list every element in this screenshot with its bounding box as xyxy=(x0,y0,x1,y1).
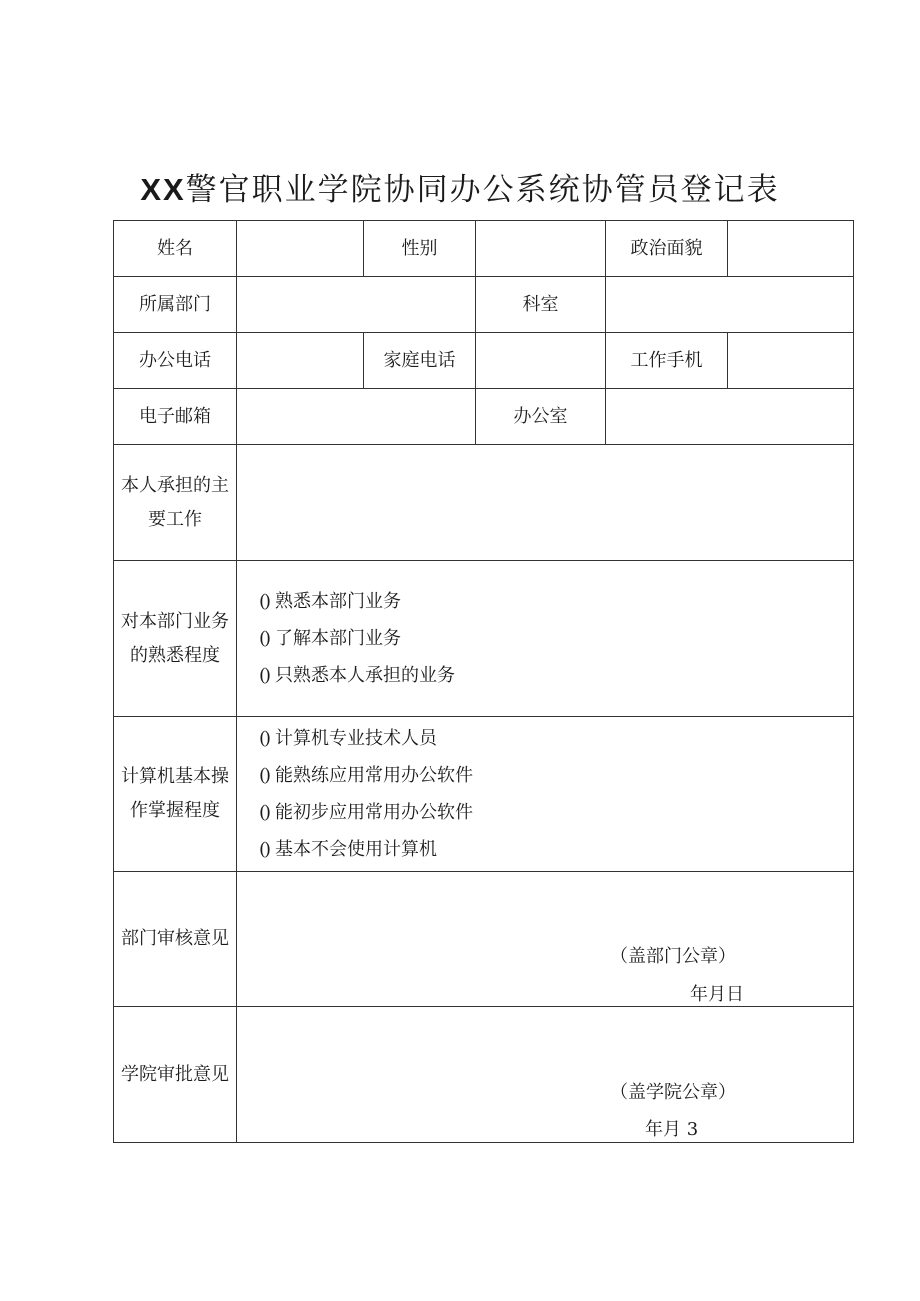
home-phone-label: 家庭电话 xyxy=(364,333,476,389)
option-checkbox[interactable]: () xyxy=(259,665,270,686)
option-checkbox[interactable]: () xyxy=(259,628,270,649)
option-label: 了解本部门业务 xyxy=(275,628,401,649)
section-field[interactable] xyxy=(606,277,854,333)
gender-field[interactable] xyxy=(476,221,606,277)
main-work-label: 本人承担的主要工作 xyxy=(114,445,237,561)
email-field[interactable] xyxy=(237,389,476,445)
name-label: 姓名 xyxy=(114,221,237,277)
familiarity-option-2[interactable] xyxy=(259,620,853,657)
familiarity-options xyxy=(237,561,854,717)
option-checkbox[interactable]: () xyxy=(259,802,270,823)
office-label: 办公室 xyxy=(476,389,606,445)
department-label: 所属部门 xyxy=(114,277,237,333)
option-checkbox[interactable]: () xyxy=(259,728,270,749)
row-main-work xyxy=(114,445,854,561)
computer-option-2[interactable] xyxy=(259,757,853,794)
registration-form xyxy=(113,220,854,1143)
row-dept-review xyxy=(114,872,854,1007)
political-status-field[interactable] xyxy=(728,221,854,277)
office-phone-label: 办公电话 xyxy=(114,333,237,389)
name-field[interactable] xyxy=(237,221,364,277)
row-email xyxy=(114,389,854,445)
political-status-label: 政治面貌 xyxy=(606,221,728,277)
main-work-field[interactable] xyxy=(237,445,854,561)
computer-option-3[interactable] xyxy=(259,794,853,831)
dept-review-label: 部门审核意见 xyxy=(114,872,237,1007)
section-label: 科室 xyxy=(476,277,606,333)
computer-skill-options xyxy=(237,717,854,872)
familiarity-option-1[interactable] xyxy=(259,583,853,620)
gender-label: 性别 xyxy=(364,221,476,277)
title-text: 警官职业学院协同办公系统协管员登记表 xyxy=(185,172,780,208)
college-date-text: 年月 3 xyxy=(645,1119,699,1140)
row-computer-skill xyxy=(114,717,854,872)
computer-option-4[interactable] xyxy=(259,831,853,868)
option-label: 熟悉本部门业务 xyxy=(275,591,401,612)
option-checkbox[interactable]: () xyxy=(259,591,270,612)
row-department xyxy=(114,277,854,333)
email-label: 电子邮箱 xyxy=(114,389,237,445)
row-college-approval xyxy=(114,1007,854,1143)
row-basic-info xyxy=(114,221,854,277)
college-approval-field[interactable] xyxy=(237,1007,854,1143)
work-mobile-label: 工作手机 xyxy=(606,333,728,389)
department-field[interactable] xyxy=(237,277,476,333)
title-prefix: XX xyxy=(140,172,186,207)
option-label: 能初步应用常用办公软件 xyxy=(275,802,473,823)
familiarity-label: 对本部门业务的熟悉程度 xyxy=(114,561,237,717)
computer-skill-label: 计算机基本操作掌握程度 xyxy=(114,717,237,872)
dept-review-field[interactable] xyxy=(237,872,854,1007)
familiarity-option-3[interactable] xyxy=(259,657,853,694)
option-checkbox[interactable]: () xyxy=(259,765,270,786)
option-checkbox[interactable]: () xyxy=(259,839,270,860)
option-label: 计算机专业技术人员 xyxy=(275,728,437,749)
option-label: 基本不会使用计算机 xyxy=(275,839,437,860)
dept-date-text: 年月日 xyxy=(690,984,744,1005)
home-phone-field[interactable] xyxy=(476,333,606,389)
office-field[interactable] xyxy=(606,389,854,445)
row-phones xyxy=(114,333,854,389)
option-label: 只熟悉本人承担的业务 xyxy=(275,665,455,686)
row-familiarity xyxy=(114,561,854,717)
office-phone-field[interactable] xyxy=(237,333,364,389)
page-title xyxy=(0,164,920,209)
dept-seal-text: （盖部门公章） xyxy=(610,946,736,967)
college-approval-label: 学院审批意见 xyxy=(114,1007,237,1143)
option-label: 能熟练应用常用办公软件 xyxy=(275,765,473,786)
college-seal-text: （盖学院公章） xyxy=(610,1082,736,1103)
computer-option-1[interactable] xyxy=(259,720,853,757)
work-mobile-field[interactable] xyxy=(728,333,854,389)
